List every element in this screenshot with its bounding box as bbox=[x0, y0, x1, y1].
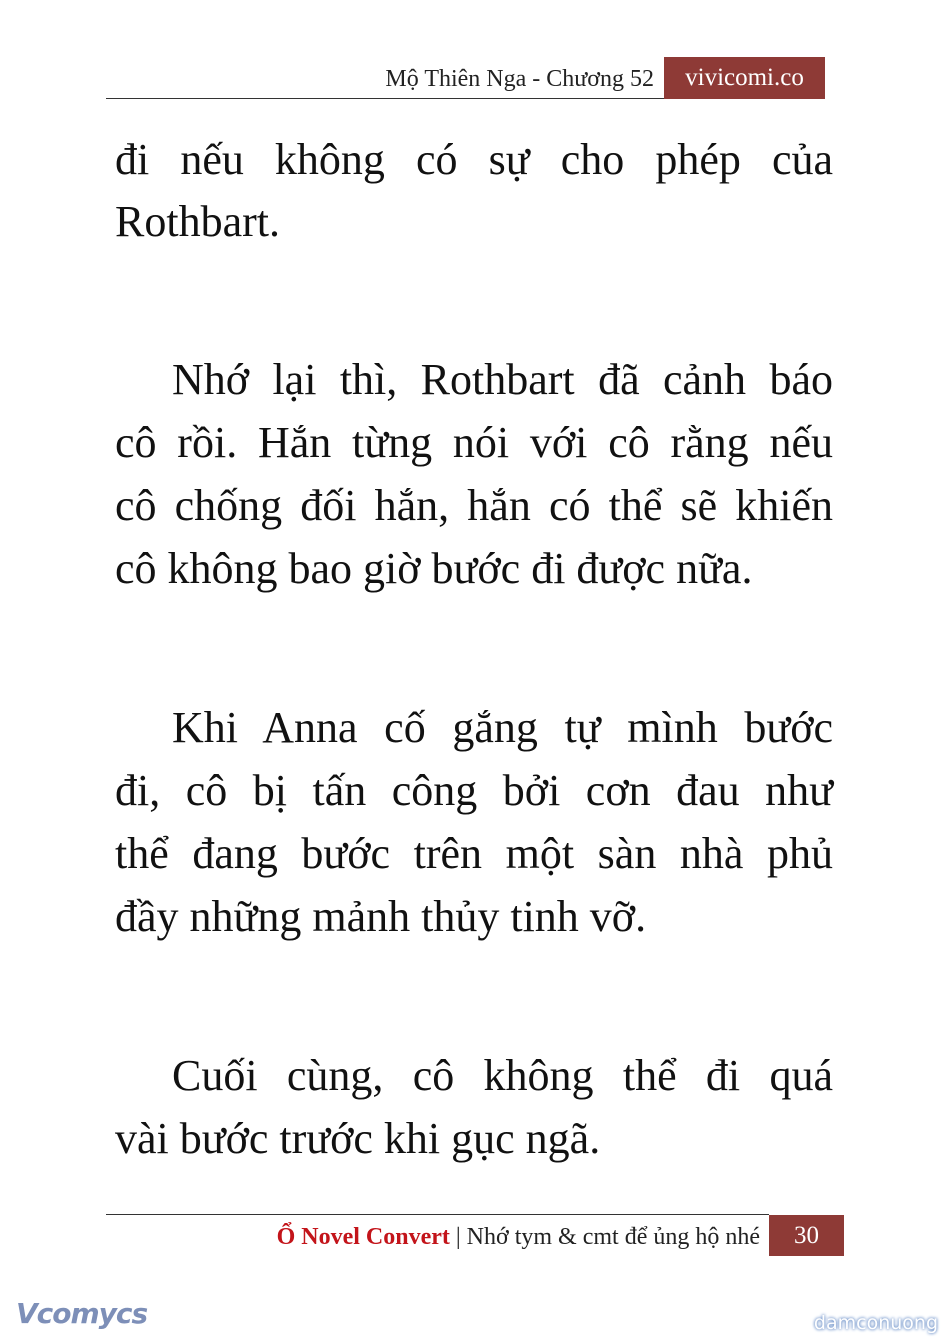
page-number: 30 bbox=[769, 1215, 844, 1256]
chapter-title: Mộ Thiên Nga - Chương 52 bbox=[385, 66, 654, 92]
footer-brand: Ổ Novel Convert bbox=[276, 1224, 450, 1250]
text-line: đi nếu không có sự cho phép của bbox=[115, 135, 833, 184]
text-line: cô không bao giờ bước đi được nữa. bbox=[115, 544, 753, 593]
footer-separator: | bbox=[455, 1224, 461, 1250]
footer-divider bbox=[106, 1214, 769, 1215]
footer-message: Nhớ tym & cmt để ủng hộ nhé bbox=[466, 1224, 760, 1250]
text-line: Khi Anna cố gắng tự mình bước bbox=[172, 703, 833, 752]
site-badge[interactable]: vivicomi.co bbox=[664, 57, 825, 99]
footer-text bbox=[277, 1222, 760, 1252]
text-line: Rothbart. bbox=[115, 197, 280, 246]
text-line: cô rồi. Hắn từng nói với cô rằng nếu bbox=[115, 418, 833, 467]
text-line: vài bước trước khi gục ngã. bbox=[115, 1114, 601, 1163]
text-line: đi, cô bị tấn công bởi cơn đau như bbox=[115, 766, 833, 815]
watermark-logo-right: damconuong bbox=[813, 1312, 938, 1334]
text-line: Nhớ lại thì, Rothbart đã cảnh báo bbox=[172, 355, 833, 404]
text-line: đầy những mảnh thủy tinh vỡ. bbox=[115, 892, 647, 941]
text-line: Cuối cùng, cô không thể đi quá bbox=[172, 1051, 833, 1100]
watermark-logo-left: Vcomycs bbox=[16, 1297, 148, 1330]
text-line: cô chống đối hắn, hắn có thể sẽ khiến bbox=[115, 481, 833, 530]
header-divider bbox=[106, 98, 664, 99]
text-line: thể đang bước trên một sàn nhà phủ bbox=[115, 829, 833, 878]
